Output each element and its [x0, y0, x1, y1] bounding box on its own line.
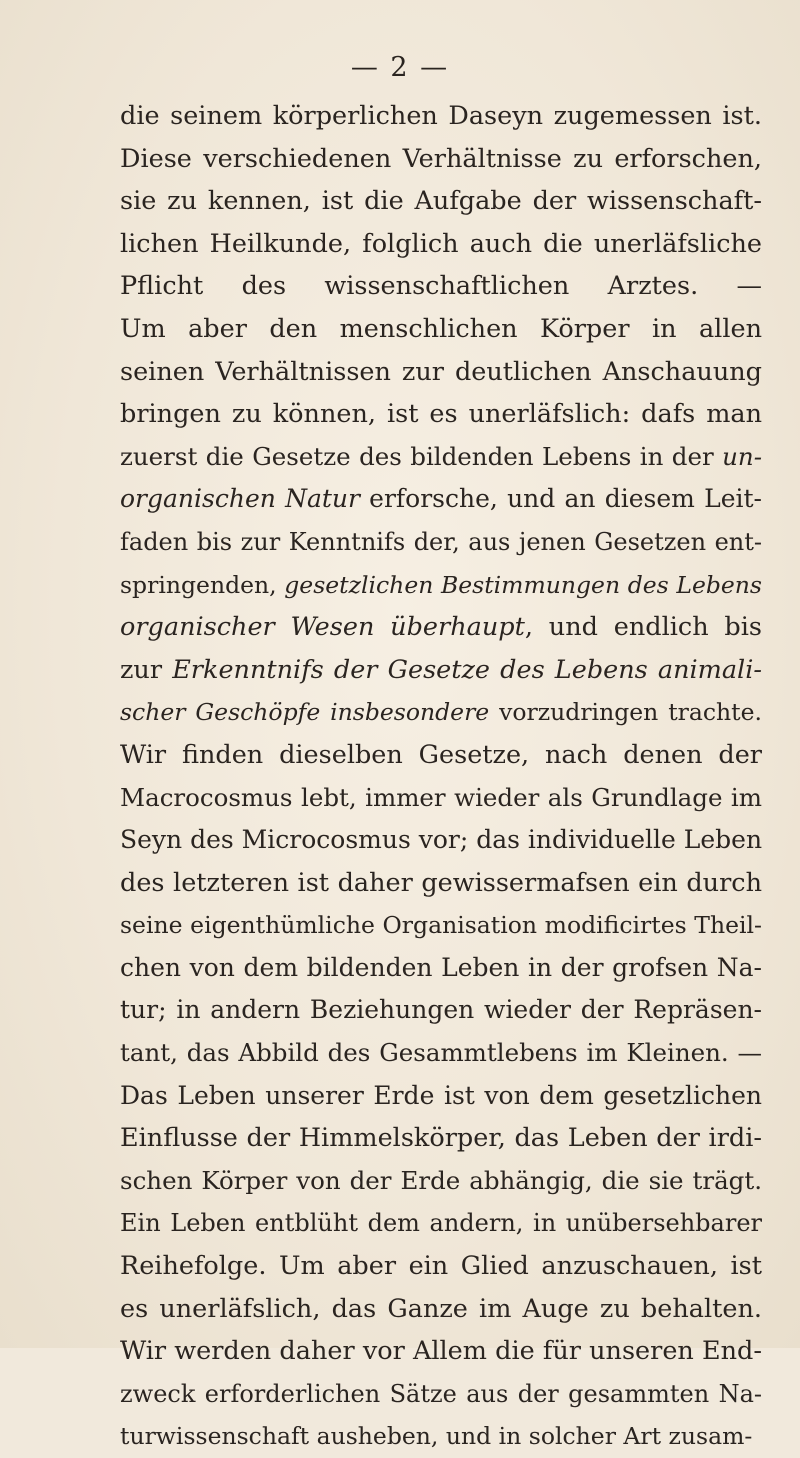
text-segment: zuerst die Gesetze des bildenden Lebens in der — [120, 441, 723, 471]
text-line — [120, 1415, 762, 1458]
text-segment: tant, das Abbild des Gesammtlebens im Kleinen. — — [120, 1038, 762, 1068]
body-text — [120, 95, 762, 1458]
text-line — [120, 393, 762, 436]
text-line — [120, 734, 762, 777]
text-segment: Ein Leben entblüht dem andern, in unübersehbarer — [120, 1209, 762, 1238]
text-line — [120, 819, 762, 862]
text-line — [120, 521, 762, 564]
text-line — [120, 308, 762, 351]
text-line — [120, 95, 762, 138]
text-segment: des letzteren ist daher gewissermafsen ein durch — [120, 867, 762, 898]
text-line — [120, 862, 762, 905]
text-segment: die seinem körperlichen Daseyn zugemessen ist. — [120, 101, 762, 131]
text-segment: springenden, — [120, 570, 285, 599]
text-segment: Einflusse der Himmelskörper, das Leben der irdi- — [120, 1123, 762, 1154]
text-segment: Pflicht des wissenschaftlichen Arztes. — — [120, 271, 762, 302]
text-line — [120, 649, 762, 692]
text-line — [120, 265, 762, 308]
italic-text-segment: organischer Wesen überhaupt — [120, 612, 525, 643]
text-line — [120, 1117, 762, 1160]
text-line — [120, 180, 762, 223]
text-segment: sie zu kennen, ist die Aufgabe der wissenschaft- — [120, 186, 762, 217]
text-line — [120, 1202, 762, 1245]
text-line — [120, 1245, 762, 1288]
text-line — [120, 436, 762, 479]
text-segment: faden bis zur Kenntnifs der, aus jenen Gesetzen ent- — [120, 527, 762, 556]
text-segment: , und endlich bis — [524, 612, 763, 643]
text-line — [120, 223, 762, 266]
text-segment: schen Körper von der Erde abhängig, die sie trägt. — [120, 1165, 762, 1195]
text-segment: zur — [120, 654, 173, 685]
text-line — [120, 606, 762, 649]
text-segment: Diese verschiedenen Verhältnisse zu erforschen, — [120, 143, 762, 174]
text-segment: Das Leben unserer Erde ist von dem gesetzlichen — [120, 1080, 762, 1110]
italic-text-segment: scher Geschöpfe insbesondere — [120, 698, 490, 727]
text-segment: Wir werden daher vor Allem die für unseren End- — [120, 1336, 762, 1367]
text-segment: es unerläfslich, das Ganze im Auge zu behalten. — [120, 1293, 762, 1324]
text-line — [120, 1075, 762, 1118]
text-segment: Seyn des Microcosmus vor; das individuelle Leben — [120, 825, 763, 855]
italic-text-segment: gesetzlichen Bestimmungen des Lebens — [284, 570, 762, 599]
text-segment: turwissenschaft ausheben, und in solcher Art zusam- — [120, 1422, 753, 1451]
text-line — [120, 1160, 762, 1203]
text-line — [120, 138, 762, 181]
text-line — [120, 1032, 762, 1075]
text-segment: tur; in andern Beziehungen wieder der Repräsen- — [120, 995, 762, 1025]
text-line — [120, 1288, 762, 1331]
text-line — [120, 351, 762, 394]
text-segment: lichen Heilkunde, folglich auch die unerläfsliche — [120, 228, 762, 259]
text-segment: zweck erforderlichen Sätze aus der gesammten Na- — [120, 1379, 762, 1408]
text-line — [120, 989, 762, 1032]
page-number: — 2 — — [350, 52, 450, 83]
text-line — [120, 947, 762, 990]
text-line — [120, 1373, 762, 1416]
text-line — [120, 904, 762, 947]
text-line — [120, 777, 762, 820]
text-segment: seinen Verhältnissen zur deutlichen Anschauung — [120, 356, 762, 387]
text-segment: seine eigenthümliche Organisation modificirtes Theil- — [120, 911, 762, 940]
italic-text-segment: Erkenntnifs der Gesetze des Lebens animali- — [172, 654, 762, 685]
text-segment: Reihefolge. Um aber ein Glied anzuschauen, ist — [120, 1251, 762, 1282]
italic-text-segment: un- — [722, 441, 762, 471]
text-segment: chen von dem bildenden Leben in der grofsen Na- — [120, 952, 762, 982]
text-line — [120, 691, 762, 734]
text-segment: vorzudringen trachte. — [489, 698, 762, 727]
text-line — [120, 1330, 762, 1373]
text-segment: erforsche, und an diesem Leit- — [359, 484, 762, 514]
text-segment: Um aber den menschlichen Körper in allen — [120, 313, 762, 344]
text-segment: bringen zu können, ist es unerläfslich: dafs man — [120, 399, 762, 430]
text-segment: Wir finden dieselben Gesetze, nach denen der — [120, 739, 762, 770]
italic-text-segment: organischen Natur — [120, 484, 360, 514]
text-segment: Macrocosmus lebt, immer wieder als Grundlage im — [120, 782, 762, 812]
text-line — [120, 564, 762, 607]
text-line — [120, 478, 762, 521]
